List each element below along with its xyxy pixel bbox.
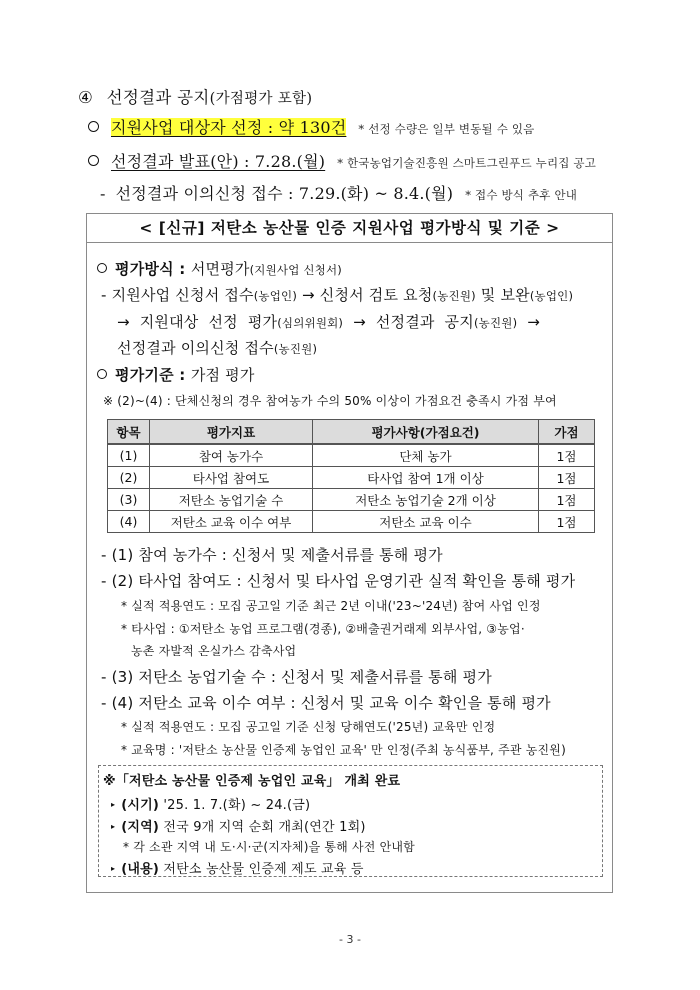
- criteria-note: ※ (2)~(4) : 단체신청의 경우 참여농가 수의 50% 이상이 가점요건 충족시 가점 부여: [103, 394, 557, 408]
- cell-indicator: 참여 농가수: [150, 444, 313, 467]
- item-selection-count: [88, 115, 535, 138]
- triangle-bullet-icon: ▸: [111, 822, 116, 831]
- objection-text: 선정결과 이의신청 접수 : 7.29.(화) ~ 8.4.(월): [115, 184, 454, 203]
- item-announcement: [88, 149, 596, 172]
- process-line-1: [101, 284, 573, 305]
- hollow-circle-bullet-icon: [97, 369, 107, 379]
- evaluation-box: [86, 213, 613, 893]
- selection-count-note: * 선정 수량은 일부 변동될 수 있음: [358, 122, 535, 136]
- period-label: (시기): [121, 798, 160, 813]
- process-actor: (심의위원회): [277, 316, 344, 330]
- detail-note-other-projects-cont: 농촌 자발적 온실가스 감축사업: [131, 644, 297, 658]
- section-title-suffix: (가점평가 포함): [209, 91, 313, 107]
- section-number: ④: [78, 88, 94, 107]
- cell-points: 1점: [539, 511, 595, 533]
- evaluation-criteria: [97, 364, 255, 385]
- cell-points: 1점: [539, 467, 595, 489]
- method-value: 서면평가: [190, 260, 250, 278]
- process-step: 선정결과 이의신청 접수: [117, 339, 274, 357]
- header-item: 항목: [108, 420, 150, 445]
- detail-note-period: * 실적 적용연도 : 모집 공고일 기준 최근 2년 이내('23~'24년) 참여 사업 인정: [121, 599, 541, 613]
- detail-tech-count: - (3) 저탄소 농업기술 수 : 신청서 및 제출서류를 통해 평가: [101, 668, 492, 686]
- cell-points: 1점: [539, 444, 595, 467]
- content-value: 저탄소 농산물 인증제 제도 교육 등: [159, 862, 364, 877]
- triangle-bullet-icon: ▸: [111, 864, 116, 873]
- cell-points: 1점: [539, 489, 595, 511]
- triangle-bullet-icon: ▸: [111, 800, 116, 809]
- item-objection: [100, 181, 577, 204]
- education-period: [111, 794, 310, 813]
- criteria-value: 가점 평가: [190, 366, 255, 384]
- method-label: 평가방식: [115, 260, 174, 278]
- header-points: 가점: [539, 420, 595, 445]
- process-line-2: [117, 311, 540, 332]
- process-step: → 지원대상 선정 평가: [117, 313, 278, 331]
- cell-item: (3): [108, 489, 150, 511]
- detail-note-edu-year: * 실적 적용연도 : 모집 공고일 기준 신청 당해연도('25년) 교육만 인정: [121, 720, 496, 734]
- education-region: [111, 816, 366, 835]
- selection-count-text: 지원사업 대상자 선정 : 약 130건: [111, 118, 347, 137]
- dash-bullet: -: [100, 184, 106, 203]
- detail-education: - (4) 저탄소 교육 이수 여부 : 신청서 및 교육 이수 확인을 통해 평가: [101, 694, 551, 712]
- education-completed-box: [98, 765, 603, 877]
- cell-item: (1): [108, 444, 150, 467]
- method-colon: :: [173, 260, 191, 278]
- education-content: [111, 858, 364, 877]
- cell-indicator: 저탄소 농업기술 수: [150, 489, 313, 511]
- cell-indicator: 타사업 참여도: [150, 467, 313, 489]
- detail-note-other-projects: * 타사업 : ①저탄소 농업 프로그램(경종), ②배출권거래제 외부사업, ③농업·: [121, 622, 525, 636]
- process-actor: (농진원): [432, 289, 476, 303]
- cell-indicator: 저탄소 교육 이수 여부: [150, 511, 313, 533]
- process-arrow: →: [517, 313, 541, 331]
- process-step: - 지원사업 신청서 접수: [101, 286, 254, 304]
- table-row: [108, 511, 595, 533]
- evaluation-method: [97, 258, 342, 279]
- objection-note: * 접수 방식 추후 안내: [465, 188, 578, 202]
- period-value: '25. 1. 7.(화) ~ 24.(금): [159, 798, 311, 813]
- header-indicator: 평가지표: [150, 420, 313, 445]
- education-box-title: ※「저탄소 농산물 인증제 농업인 교육」 개최 완료: [103, 774, 401, 789]
- table-row: [108, 489, 595, 511]
- method-paren: (지원사업 신청서): [249, 263, 342, 277]
- cell-item: (2): [108, 467, 150, 489]
- process-step: 및 보완: [475, 286, 530, 304]
- box-header: < [신규] 저탄소 농산물 인증 지원사업 평가방식 및 기준 >: [87, 214, 612, 243]
- cell-requirement: 타사업 참여 1개 이상: [313, 467, 539, 489]
- header-requirement: 평가사항(가점요건): [313, 420, 539, 445]
- content-label: (내용): [121, 862, 160, 877]
- table-row: [108, 467, 595, 489]
- announcement-note: * 한국농업기술진흥원 스마트그린푸드 누리집 공고: [337, 156, 597, 170]
- process-step: → 신청서 검토 요청: [297, 286, 433, 304]
- cell-requirement: 저탄소 교육 이수: [313, 511, 539, 533]
- table-row: [108, 444, 595, 467]
- process-step: → 선정결과 공지: [343, 313, 474, 331]
- hollow-circle-bullet-icon: [88, 121, 99, 132]
- page-number: - 3 -: [339, 933, 361, 946]
- hollow-circle-bullet-icon: [88, 155, 99, 166]
- table-header-row: [108, 420, 595, 445]
- cell-requirement: 저탄소 농업기술 2개 이상: [313, 489, 539, 511]
- region-label: (지역): [121, 820, 160, 835]
- cell-requirement: 단체 농가: [313, 444, 539, 467]
- education-region-note: * 각 소관 지역 내 도·시·군(지자체)을 통해 사전 안내함: [123, 840, 415, 854]
- cell-item: (4): [108, 511, 150, 533]
- announcement-text: 선정결과 발표(안) : 7.28.(월): [111, 152, 326, 171]
- detail-other-projects: - (2) 타사업 참여도 : 신청서 및 타사업 운영기관 실적 확인을 통해 평가: [101, 572, 576, 590]
- process-actor: (농진원): [273, 342, 318, 356]
- process-actor: (농업인): [253, 289, 298, 303]
- process-line-3: [117, 337, 317, 358]
- section-title: 선정결과 공지: [106, 88, 210, 107]
- criteria-label: 평가기준: [115, 366, 174, 384]
- section-heading: [78, 84, 312, 108]
- region-value: 전국 9개 지역 순회 개최(연간 1회): [159, 820, 366, 835]
- detail-farm-count: - (1) 참여 농가수 : 신청서 및 제출서류를 통해 평가: [101, 546, 443, 564]
- criteria-colon: :: [173, 366, 191, 384]
- criteria-table: [107, 419, 595, 533]
- process-actor: (농업인): [529, 289, 574, 303]
- hollow-circle-bullet-icon: [97, 263, 107, 273]
- detail-note-edu-name: * 교육명 : '저탄소 농산물 인증제 농업인 교육' 만 인정(주최 농식품부, 주관 농진원): [121, 743, 566, 757]
- process-actor: (농진원): [473, 316, 518, 330]
